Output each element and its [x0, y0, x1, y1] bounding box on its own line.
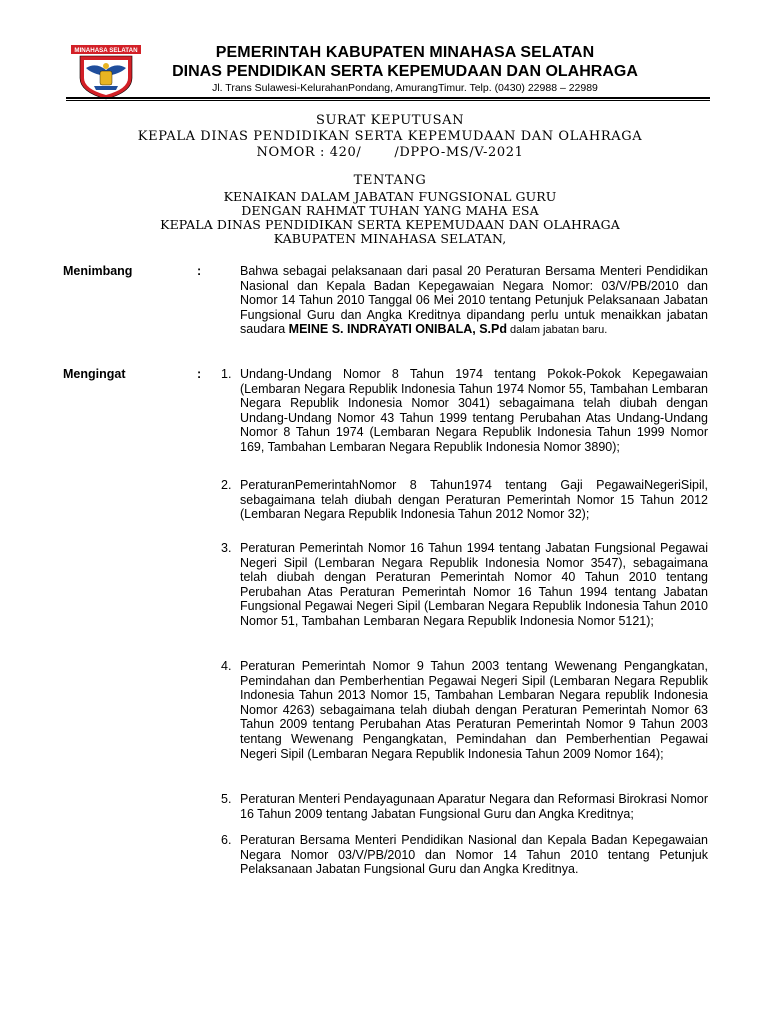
- org-name-line2: DINAS PENDIDIKAN SERTA KEPEMUDAAN DAN OLAHRAGA: [172, 63, 638, 80]
- org-address: Jl. Trans Sulawesi-KelurahanPondang, AmurangTimur. Telp. (0430) 22988 – 22989: [212, 82, 598, 94]
- mengingat-colon: :: [197, 367, 202, 381]
- list-item-number: 6.: [221, 833, 232, 847]
- list-item: Peraturan Bersama Menteri Pendidikan Nasional dan Kepala Badan Kepegawaian Negara Nomor 03/V/PB/2010 dan Nomor 14 Tahun 2010 tentang Petunjuk Pelaksanaan Jabatan Fungsional Guru dan Angka Kreditnya.: [240, 833, 708, 877]
- list-item-number: 5.: [221, 792, 232, 806]
- decree-subject: KENAIKAN DALAM JABATAN FUNGSIONAL GURU: [223, 189, 557, 204]
- decree-invocation: DENGAN RAHMAT TUHAN YANG MAHA ESA: [241, 203, 539, 218]
- decree-tentang: TENTANG: [353, 173, 427, 188]
- list-item-number: 2.: [221, 478, 232, 492]
- mengingat-label: Mengingat: [63, 367, 126, 381]
- list-item: Peraturan Pemerintah Nomor 9 Tahun 2003 tentang Wewenang Pengangkatan, Pemindahan dan Pemberhentian Pegawai Negeri Sipil (Lembaran Negara Republik Indonesia Tahun 2013 Nomor 15, Tambahan Lembaran Negara republik Indonesia Nomor 4263) sebagaimana telah diubah dengan Peraturan Pemerintah Nomor 63 Tahun 2009 tentang Perubahan Atas Peraturan Pemerintah Nomor 9 Tahun 2003 tentang Wewenang Pengangkatan, Pemindahan dan Pemberhentian Pegawai Negeri Sipil (Lembaran Negara Republik Indonesia Tahun 2009 Nomor 164);: [240, 659, 708, 761]
- decree-authority-region: KABUPATEN MINAHASA SELATAN,: [273, 231, 507, 246]
- menimbang-text-tail: dalam jabatan baru.: [506, 324, 608, 337]
- menimbang-text: [240, 264, 708, 338]
- menimbang-text-body: Bahwa sebagai pelaksanaan dari pasal 20 Peraturan Bersama Menteri Pendidikan Nasional dan Kepala Badan Kepegawaian Negara Nomor: 03/V/PB/2010 dan Nomor 14 Tahun 2010 Tanggal 06 Mei 2010 tentang Petunjuk Pelaksanaan Jabatan Fungsional Guru dan Angka Kreditnya dipandang perlu untuk menaikkan jabatan saudara: [240, 264, 708, 337]
- decree-title: SURAT KEPUTUSAN: [315, 113, 465, 128]
- list-item: Peraturan Pemerintah Nomor 16 Tahun 1994 tentang Jabatan Fungsional Pegawai Negeri Sipil (Lembaran Negara Republik Indonesia Nomor 3547), sebagaimana telah diubah dengan Peraturan Pemerintah Nomor 40 Tahun 2010 tentang Perubahan Atas Peraturan Pemerintah Nomor 16 Tahun 1994 tentang Jabatan Fungsional Pegawai Negeri Sipil (Lembaran Negara Republik Indonesia Tahun 2010 Nomor 51, Tambahan Lembaran Negara Republik Indonesia Nomor 5121);: [240, 541, 708, 628]
- menimbang-label: Menimbang: [63, 264, 133, 278]
- list-item: Peraturan Menteri Pendayagunaan Aparatur Negara dan Reformasi Birokrasi Nomor 16 Tahun 2009 tentang Jabatan Fungsional Guru dan Angka Kreditnya;: [240, 792, 708, 821]
- decree-authority: KEPALA DINAS PENDIDIKAN SERTA KEPEMUDAAN DAN OLAHRAGA: [160, 217, 620, 232]
- letterhead-divider-thin: [66, 100, 710, 101]
- list-item-number: 4.: [221, 659, 232, 673]
- teacher-name: MEINE S. INDRAYATI ONIBALA, S.Pd: [288, 322, 507, 337]
- regency-emblem-logo: [70, 44, 142, 100]
- decree-number: NOMOR : 420/ /DPPO-MS/V-2021: [256, 145, 524, 160]
- list-item: Undang-Undang Nomor 8 Tahun 1974 tentang Pokok-Pokok Kepegawaian (Lembaran Negara Republik Indonesia Tahun 1974 Nomor 55, Tambahan Lembaran Negara Republik Indonesia Nomor 3041) sebagaimana telah diubah dengan Undang-Undang Nomor 43 Tahun 1999 tentang Perubahan Atas Undang-Undang Nomor 8 Tahun 1974 (Lembaran Negara Republik Indonesia Tahun 1999 Nomor 169, Tambahan Lembaran Negara Republik Indonesia Nomor 3890);: [240, 367, 708, 454]
- list-item-number: 1.: [221, 367, 232, 381]
- list-item-number: 3.: [221, 541, 232, 555]
- list-item: PeraturanPemerintahNomor 8 Tahun1974 tentang Gaji PegawaiNegeriSipil, sebagaimana telah diubah dengan Peraturan Pemerintah Nomor 15 Tahun 2012 (Lembaran Negara Republik Indonesia Tahun 2012 Nomor 32);: [240, 478, 708, 522]
- menimbang-colon: :: [197, 264, 202, 278]
- org-name-line1: PEMERINTAH KABUPATEN MINAHASA SELATAN: [215, 44, 595, 61]
- letterhead-divider: [66, 97, 710, 99]
- logo-banner-text: MINAHASA SELATAN: [74, 47, 138, 54]
- decree-issuer: KEPALA DINAS PENDIDIKAN SERTA KEPEMUDAAN DAN OLAHRAGA: [137, 129, 643, 144]
